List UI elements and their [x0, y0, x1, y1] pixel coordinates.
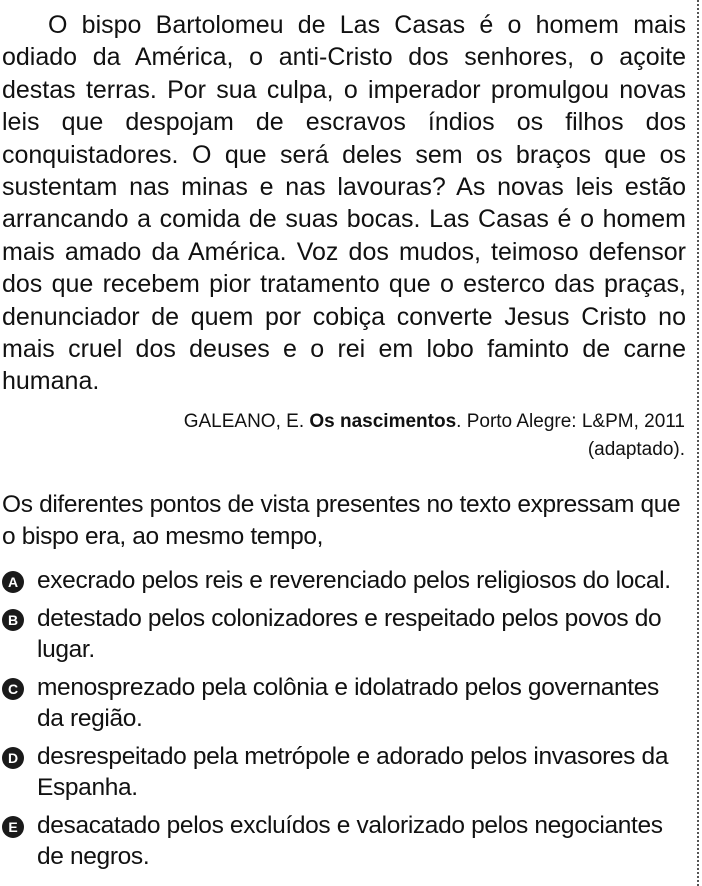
option-d-text: desrespeitado pela metrópole e adorado pelos invasores da Espanha. [37, 743, 669, 801]
passage-text: O bispo Bartolomeu de Las Casas é o homem mais odiado da América, o anti-Cristo dos senhores, o açoite destas terras. Por sua culpa, o imperador promulgou novas leis que despojam de escravos índios os filhos dos conquistadores. O que será deles sem os braços que os sustentam nas minas e nas lavouras? As novas leis estão arrancando a comida de suas bocas. Las Casas é o homem mais amado da América. Voz dos mudos, teimoso defensor dos que recebem pior tratamento que o esterco das praças, denunciador de quem por cobiça converte Jesus Cristo no mais cruel dos deuses e o rei em lobo faminto de carne humana. [2, 11, 686, 396]
option-a[interactable] [2, 565, 686, 596]
option-b-text: detestado pelos colonizadores e respeitado pelos povos do lugar. [37, 605, 662, 663]
citation-author: GALEANO, E. [183, 411, 310, 432]
citation [125, 408, 685, 464]
dotted-divider [697, 0, 699, 886]
option-c[interactable] [2, 672, 686, 734]
option-a-text: execrado pelos reis e reverenciado pelos religiosos do local. [37, 567, 671, 594]
option-c-text: menosprezado pela colônia e idolatrado pelos governantes da região. [37, 674, 659, 732]
citation-work: Os nascimentos [309, 411, 457, 432]
option-b-badge: B [2, 609, 24, 631]
option-e[interactable] [2, 810, 686, 872]
option-c-badge: C [2, 678, 24, 700]
question-stem: Os diferentes pontos de vista presentes no texto expressam que o bispo era, ao mesmo tempo, [2, 491, 681, 550]
option-d[interactable] [2, 741, 686, 803]
citation-details: . Porto Alegre: L&PM, 2011 (adaptado). [456, 411, 685, 460]
option-e-badge: E [2, 816, 24, 838]
option-a-badge: A [2, 571, 24, 593]
option-e-text: desacatado pelos excluídos e valorizado pelos negociantes de negros. [37, 812, 663, 870]
answer-options [2, 565, 686, 879]
option-d-badge: D [2, 747, 24, 769]
option-b[interactable] [2, 603, 686, 665]
